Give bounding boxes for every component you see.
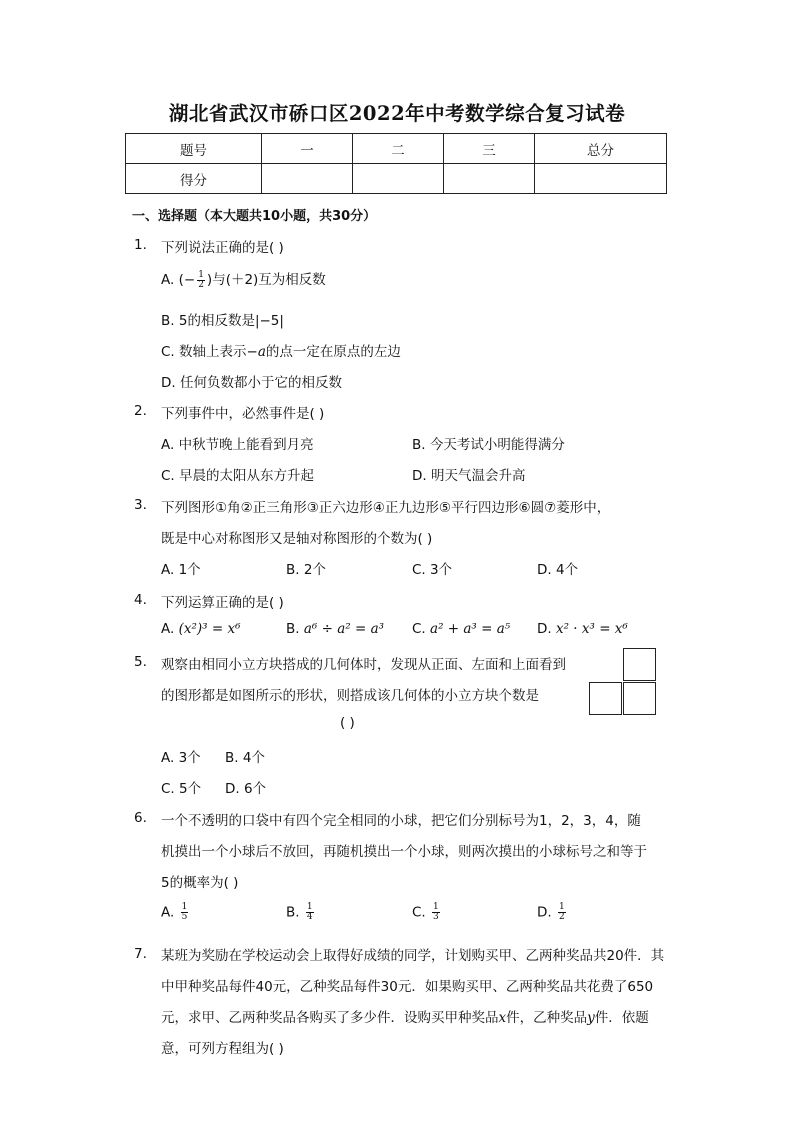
- stem-text: 元，求甲、乙两种奖品各购买了多少件．设购买甲种奖品: [161, 1010, 499, 1026]
- option-label: C.: [161, 344, 175, 360]
- fraction: [558, 903, 566, 922]
- option-label: A.: [161, 904, 175, 921]
- option-text: 3个: [430, 562, 453, 578]
- option-d[interactable]: [161, 371, 342, 391]
- score-input-cell[interactable]: [535, 164, 667, 194]
- question-number: 5.: [134, 654, 147, 670]
- option-text: 明天气温会升高: [430, 468, 526, 484]
- question-stem: 下列事件中，必然事件是( ): [161, 406, 325, 422]
- option-label: D.: [537, 904, 552, 921]
- score-row-label: 得分: [126, 164, 262, 194]
- question-number: 2.: [134, 403, 147, 419]
- fraction: [181, 903, 189, 922]
- option-b[interactable]: [286, 621, 384, 637]
- option-label: C.: [161, 781, 175, 797]
- fraction-numerator: 1: [198, 269, 204, 280]
- option-label: A.: [161, 621, 175, 637]
- option-label: B.: [286, 904, 300, 921]
- option-text: 任何负数都小于它的相反数: [179, 375, 342, 391]
- score-input-cell[interactable]: [353, 164, 444, 194]
- option-d[interactable]: [412, 464, 525, 484]
- question-stem-line: 5的概率为( ): [161, 875, 239, 891]
- fraction: [197, 271, 205, 290]
- option-label: D.: [412, 468, 427, 484]
- option-label: B.: [412, 437, 426, 453]
- option-c[interactable]: [412, 621, 510, 637]
- fraction-denominator: 5: [181, 912, 188, 922]
- option-d[interactable]: [537, 558, 578, 578]
- option-b[interactable]: [412, 433, 565, 453]
- option-math: a² + a³ = a⁵: [430, 621, 511, 637]
- option-label: A.: [161, 437, 175, 453]
- option-c[interactable]: [412, 558, 452, 578]
- question-stem: 下列说法正确的是( ): [161, 240, 284, 256]
- option-b[interactable]: [286, 558, 326, 578]
- option-text: 1个: [178, 562, 201, 578]
- option-label: D.: [537, 621, 552, 637]
- option-text: 今天考试小明能得满分: [429, 437, 565, 453]
- fraction-denominator: 2: [198, 279, 204, 290]
- option-label: B.: [286, 562, 300, 578]
- option-label: B.: [225, 750, 239, 766]
- question-stem-line: 的图形都是如图所示的形状，则搭成该几何体的小立方块个数是: [161, 688, 539, 704]
- question-stem-line: 下列图形①角②正三角形③正六边形④正九边形⑤平行四边形⑥圆⑦菱形中，: [161, 500, 611, 516]
- question-stem-line: 观察由相同小立方块搭成的几何体时，发现从正面、左面和上面看到: [161, 657, 566, 673]
- score-header-cell: 二: [353, 134, 444, 164]
- math-variable: y: [587, 1010, 595, 1026]
- option-text: 3个: [178, 750, 201, 766]
- option-text: 4个: [555, 562, 579, 578]
- section-title: 一、选择题（本大题共10小题，共30分）: [132, 209, 377, 224]
- option-a[interactable]: [161, 433, 314, 453]
- option-d[interactable]: [537, 903, 568, 922]
- score-header-cell: 总分: [535, 134, 667, 164]
- option-a[interactable]: [161, 903, 190, 922]
- fraction-numerator: 1: [558, 902, 565, 912]
- question-number: 6.: [134, 810, 147, 826]
- fraction: [432, 903, 440, 922]
- option-c[interactable]: [412, 903, 442, 922]
- fraction-numerator: 1: [181, 902, 188, 912]
- option-b[interactable]: [286, 903, 316, 922]
- score-header-cell: 题号: [126, 134, 262, 164]
- score-input-cell[interactable]: [262, 164, 353, 194]
- option-c[interactable]: [161, 464, 314, 484]
- option-d[interactable]: [537, 621, 628, 637]
- option-text: 早晨的太阳从东方升起: [179, 468, 315, 484]
- option-label: A.: [161, 750, 175, 766]
- option-c[interactable]: [161, 777, 201, 797]
- option-label: D.: [225, 781, 240, 797]
- score-header-cell: 三: [444, 134, 535, 164]
- option-text: 6个: [243, 781, 267, 797]
- stem-text: 件，乙种奖品: [506, 1010, 588, 1026]
- option-text: )与(＋2)互为相反数: [206, 272, 326, 288]
- page-title: 湖北省武汉市硚口区2022年中考数学综合复习试卷: [168, 102, 626, 125]
- option-c[interactable]: [161, 340, 401, 360]
- score-input-cell[interactable]: [444, 164, 535, 194]
- option-text: (−: [178, 272, 196, 288]
- question-stem-line: 机摸出一个小球后不放回，再随机摸出一个小球，则两次摸出的小球标号之和等于: [161, 844, 647, 860]
- math-variable: x: [498, 1010, 507, 1026]
- figure-square: [623, 682, 656, 715]
- figure-square: [589, 682, 622, 715]
- option-label: C.: [412, 562, 426, 578]
- question-number: 1.: [134, 237, 147, 253]
- option-label: B.: [286, 621, 300, 637]
- question-number: 7.: [134, 946, 147, 962]
- question-stem-line: 既是中心对称图形又是轴对称图形的个数为( ): [161, 531, 433, 547]
- option-text: 的点一定在原点的左边: [265, 344, 401, 360]
- score-header-cell: 一: [262, 134, 353, 164]
- question-stem-line: 中甲种奖品每件40元，乙种奖品每件30元．如果购买甲、乙两种奖品共花费了650: [161, 979, 654, 995]
- option-d[interactable]: [225, 777, 266, 797]
- stem-text: 件．依题: [594, 1010, 649, 1026]
- option-a[interactable]: [161, 746, 201, 766]
- score-table-header-row: [126, 134, 667, 164]
- question-stem-line: ( ): [340, 715, 355, 731]
- option-label: C.: [412, 621, 426, 637]
- question-stem-line: 一个不透明的口袋中有四个完全相同的小球，把它们分别标号为1，2，3，4，随: [161, 813, 641, 829]
- option-a[interactable]: [161, 268, 326, 290]
- option-a[interactable]: [161, 558, 201, 578]
- option-text: 中秋节晚上能看到月亮: [178, 437, 314, 453]
- option-label: D.: [161, 375, 176, 391]
- option-text: 4个: [242, 750, 265, 766]
- option-label: C.: [412, 904, 426, 921]
- option-label: B.: [161, 313, 175, 329]
- option-label: A.: [161, 272, 175, 288]
- option-b[interactable]: [225, 746, 265, 766]
- option-math: x² · x³ = x⁶: [555, 621, 628, 637]
- fraction: [306, 903, 314, 922]
- option-math: (x²)³ = x⁶: [178, 621, 241, 637]
- question-stem-line: [161, 1006, 649, 1026]
- fraction-denominator: 4: [306, 912, 313, 922]
- figure-square: [623, 648, 656, 681]
- question-number: 3.: [134, 497, 147, 513]
- option-a[interactable]: [161, 621, 240, 637]
- question-number: 4.: [134, 592, 147, 608]
- question-stem-line: 意，可列方程组为( ): [161, 1041, 284, 1057]
- math-variable: a: [257, 344, 266, 360]
- option-math: a⁶ ÷ a² = a³: [303, 621, 385, 637]
- fraction-numerator: 1: [306, 902, 313, 912]
- option-text: 5的相反数是|−5|: [178, 313, 284, 329]
- option-label: A.: [161, 562, 175, 578]
- score-table: [125, 133, 667, 194]
- option-b[interactable]: [161, 309, 284, 329]
- option-text: 2个: [303, 562, 326, 578]
- question-stem-line: 某班为奖励在学校运动会上取得好成绩的同学，计划购买甲、乙两种奖品共20件．其: [161, 948, 665, 964]
- cube-view-figure: [589, 648, 659, 718]
- fraction-denominator: 3: [433, 912, 439, 922]
- option-label: C.: [161, 468, 175, 484]
- fraction-denominator: 2: [558, 912, 565, 922]
- option-text: 5个: [179, 781, 202, 797]
- option-label: D.: [537, 562, 552, 578]
- score-table-row: [126, 164, 667, 194]
- question-stem: 下列运算正确的是( ): [161, 595, 284, 611]
- fraction-numerator: 1: [433, 902, 439, 912]
- option-text: 数轴上表示−: [179, 344, 258, 360]
